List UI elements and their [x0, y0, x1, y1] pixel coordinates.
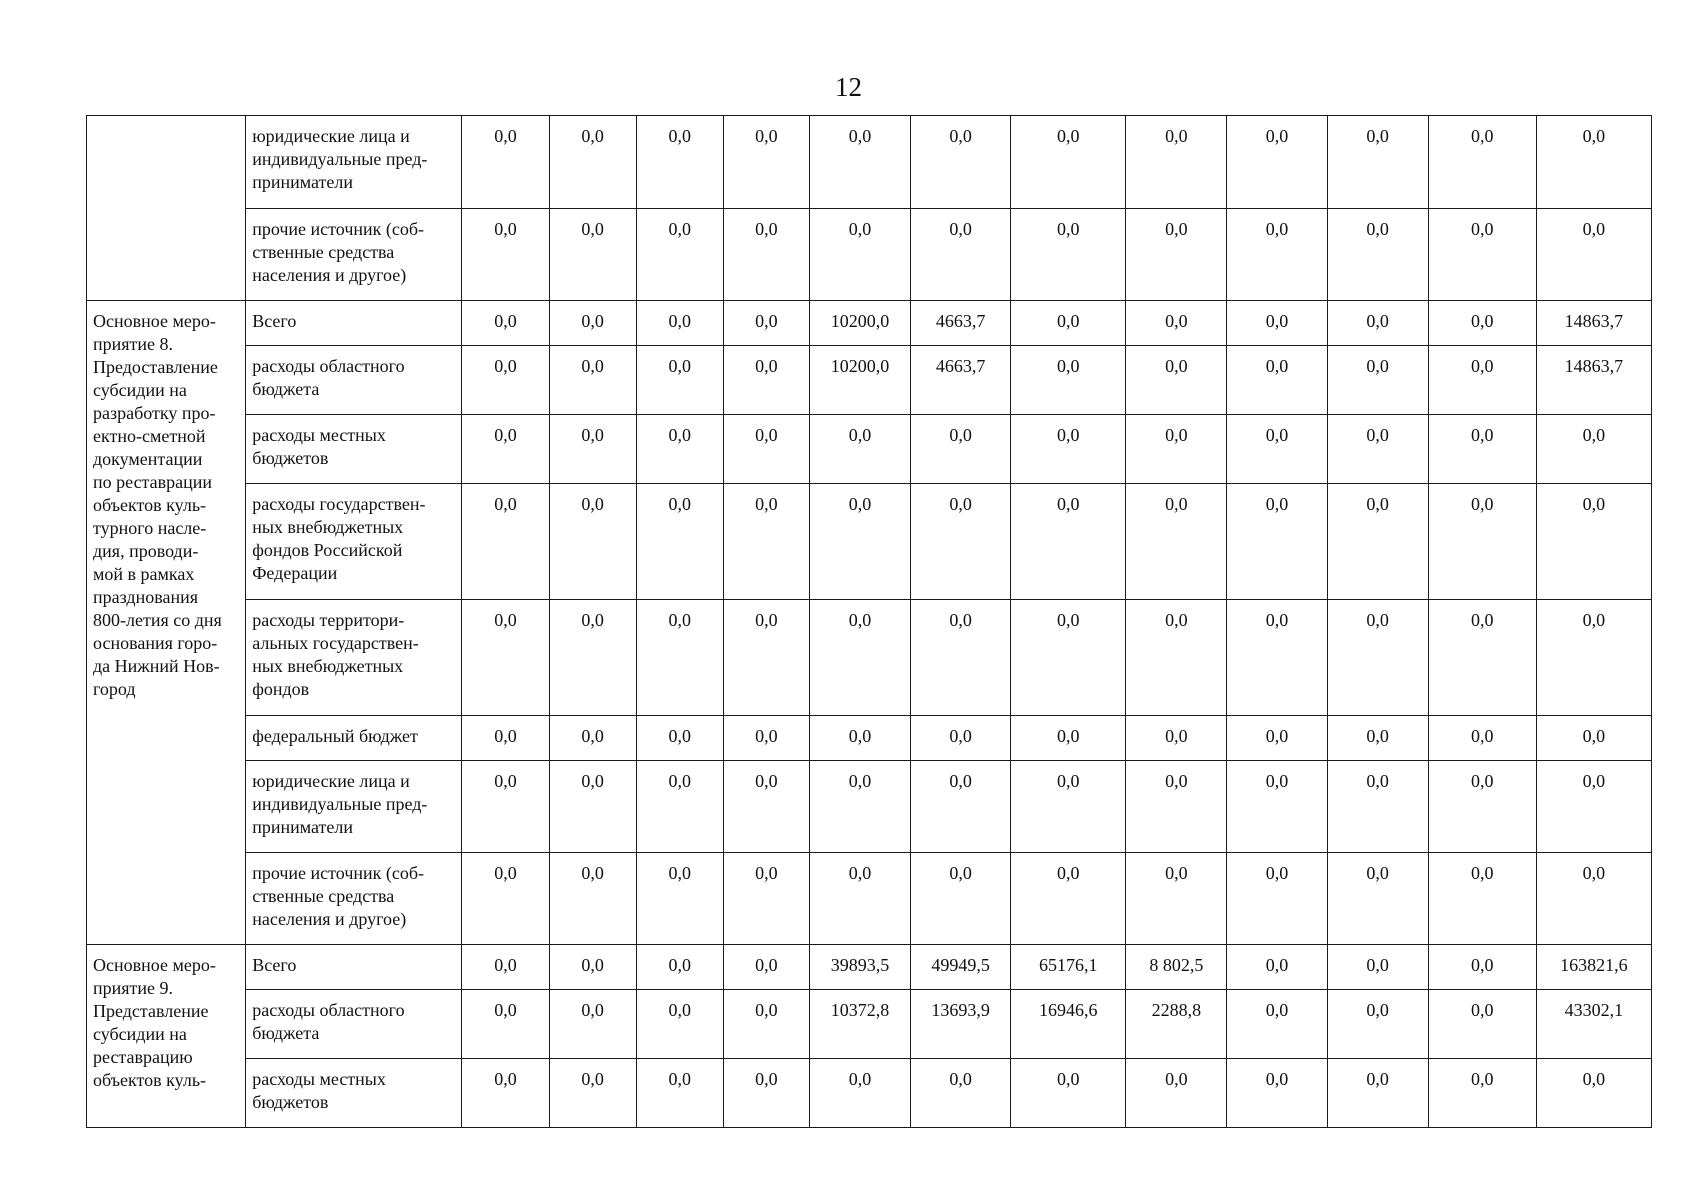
value-cell: 0,0 [723, 1059, 809, 1128]
text-line: прочие источник (соб- [252, 219, 425, 239]
value-cell: 0,0 [723, 484, 809, 600]
value-cell: 10200,0 [809, 346, 910, 415]
value-cell: 0,0 [1227, 716, 1327, 761]
funding-source-cell [246, 346, 462, 415]
value-cell: 0,0 [1327, 209, 1428, 301]
value-cell: 0,0 [1227, 600, 1327, 716]
value-cell: 0,0 [1126, 415, 1227, 484]
text-line: бюджетов [252, 1092, 329, 1112]
value-cell: 0,0 [1227, 484, 1327, 600]
value-cell: 0,0 [809, 116, 910, 209]
text-line: расходы местных [252, 1069, 386, 1089]
text-line: приятие 8. [93, 334, 174, 354]
value-cell: 16946,6 [1011, 990, 1126, 1059]
value-cell: 0,0 [462, 853, 549, 945]
value-cell: 0,0 [1011, 853, 1126, 945]
value-cell: 0,0 [1126, 1059, 1227, 1128]
value-cell: 0,0 [1536, 853, 1651, 945]
table-row [87, 990, 1652, 1059]
value-cell: 0,0 [1227, 761, 1327, 853]
value-cell: 0,0 [1536, 116, 1651, 209]
funding-source-cell [246, 761, 462, 853]
value-cell: 0,0 [1011, 1059, 1126, 1128]
value-cell: 65176,1 [1011, 945, 1126, 990]
value-cell: 0,0 [549, 990, 636, 1059]
value-cell: 0,0 [1327, 600, 1428, 716]
text-line: ных внебюджетных [252, 517, 404, 537]
value-cell: 0,0 [1428, 415, 1536, 484]
table-row [87, 716, 1652, 761]
value-cell: 49949,5 [911, 945, 1011, 990]
funding-source-cell [246, 716, 462, 761]
measure-cell [87, 945, 246, 1128]
value-cell: 0,0 [723, 990, 809, 1059]
value-cell: 0,0 [723, 600, 809, 716]
value-cell: 14863,7 [1536, 301, 1651, 346]
table-row [87, 346, 1652, 415]
value-cell: 0,0 [636, 209, 723, 301]
text-line: реставрацию [93, 1047, 193, 1067]
text-line: расходы областного [252, 1000, 405, 1020]
value-cell: 0,0 [723, 415, 809, 484]
value-cell: 10372,8 [809, 990, 910, 1059]
table-row [87, 600, 1652, 716]
table-row [87, 761, 1652, 853]
value-cell: 0,0 [723, 346, 809, 415]
value-cell: 0,0 [549, 1059, 636, 1128]
value-cell: 0,0 [462, 484, 549, 600]
text-line: приниматели [252, 172, 353, 192]
funding-table [86, 115, 1652, 1128]
value-cell: 0,0 [1227, 1059, 1327, 1128]
text-line: дия, проводи- [93, 541, 199, 561]
value-cell: 0,0 [636, 945, 723, 990]
value-cell: 0,0 [1227, 415, 1327, 484]
value-cell: 8 802,5 [1126, 945, 1227, 990]
value-cell: 0,0 [1126, 346, 1227, 415]
value-cell: 0,0 [1327, 415, 1428, 484]
funding-source-cell [246, 209, 462, 301]
funding-source-cell [246, 301, 462, 346]
value-cell: 2288,8 [1126, 990, 1227, 1059]
table-row [87, 415, 1652, 484]
text-line: Федерации [252, 563, 338, 583]
value-cell: 0,0 [1126, 209, 1227, 301]
value-cell: 0,0 [1227, 990, 1327, 1059]
value-cell: 0,0 [809, 600, 910, 716]
text-line: населения и другое) [252, 265, 407, 285]
value-cell: 4663,7 [911, 346, 1011, 415]
value-cell: 0,0 [809, 1059, 910, 1128]
value-cell: 0,0 [1536, 761, 1651, 853]
value-cell: 0,0 [549, 853, 636, 945]
value-cell: 0,0 [462, 209, 549, 301]
value-cell: 0,0 [723, 116, 809, 209]
value-cell: 0,0 [911, 484, 1011, 600]
value-cell: 0,0 [1536, 600, 1651, 716]
text-line: прочие источник (соб- [252, 863, 425, 883]
text-line: празднования [93, 587, 198, 607]
value-cell: 0,0 [1327, 945, 1428, 990]
value-cell: 0,0 [549, 716, 636, 761]
text-line: Основное меро- [93, 955, 216, 975]
value-cell: 0,0 [636, 1059, 723, 1128]
value-cell: 0,0 [462, 761, 549, 853]
text-line: бюджета [252, 379, 320, 399]
measure-cell [87, 301, 246, 945]
text-line: Всего [252, 955, 297, 975]
value-cell: 0,0 [1011, 415, 1126, 484]
value-cell: 0,0 [1011, 116, 1126, 209]
value-cell: 0,0 [723, 716, 809, 761]
value-cell: 4663,7 [911, 301, 1011, 346]
text-line: приниматели [252, 817, 353, 837]
text-line: расходы государствен- [252, 494, 426, 514]
text-line: индивидуальные пред- [252, 149, 428, 169]
value-cell: 0,0 [911, 209, 1011, 301]
value-cell: 0,0 [549, 761, 636, 853]
value-cell: 0,0 [1011, 761, 1126, 853]
text-line: расходы территори- [252, 610, 405, 630]
funding-source-cell [246, 853, 462, 945]
table-row [87, 945, 1652, 990]
value-cell: 0,0 [462, 716, 549, 761]
table-row [87, 209, 1652, 301]
text-line: ных внебюджетных [252, 656, 404, 676]
value-cell: 0,0 [1327, 346, 1428, 415]
value-cell: 0,0 [1428, 853, 1536, 945]
value-cell: 0,0 [809, 761, 910, 853]
value-cell: 0,0 [723, 301, 809, 346]
value-cell: 0,0 [1227, 853, 1327, 945]
value-cell: 0,0 [1428, 945, 1536, 990]
value-cell: 0,0 [911, 853, 1011, 945]
value-cell: 0,0 [549, 600, 636, 716]
value-cell: 0,0 [636, 415, 723, 484]
text-line: 800-летия со дня [93, 610, 222, 630]
value-cell: 0,0 [1011, 716, 1126, 761]
text-line: бюджета [252, 1023, 320, 1043]
value-cell: 0,0 [809, 716, 910, 761]
value-cell: 13693,9 [911, 990, 1011, 1059]
funding-source-cell [246, 1059, 462, 1128]
funding-source-cell [246, 990, 462, 1059]
value-cell: 0,0 [1536, 484, 1651, 600]
text-line: разработку про- [93, 403, 216, 423]
value-cell: 0,0 [809, 853, 910, 945]
value-cell: 0,0 [462, 600, 549, 716]
text-line: ектно-сметной [93, 426, 206, 446]
value-cell: 0,0 [809, 415, 910, 484]
value-cell: 0,0 [1327, 1059, 1428, 1128]
value-cell: 0,0 [911, 1059, 1011, 1128]
value-cell: 10200,0 [809, 301, 910, 346]
value-cell: 0,0 [1327, 716, 1428, 761]
value-cell: 0,0 [636, 761, 723, 853]
measure-cell [87, 116, 246, 301]
text-line: Основное меро- [93, 311, 216, 331]
value-cell: 0,0 [1011, 600, 1126, 716]
value-cell: 0,0 [462, 301, 549, 346]
value-cell: 0,0 [636, 346, 723, 415]
text-line: турного насле- [93, 518, 207, 538]
table-row [87, 484, 1652, 600]
value-cell: 0,0 [1126, 761, 1227, 853]
value-cell: 0,0 [1536, 209, 1651, 301]
value-cell: 0,0 [723, 209, 809, 301]
funding-source-cell [246, 116, 462, 209]
text-line: объектов куль- [93, 1070, 207, 1090]
value-cell: 0,0 [636, 301, 723, 346]
value-cell: 0,0 [1428, 116, 1536, 209]
value-cell: 0,0 [636, 990, 723, 1059]
table-row [87, 1059, 1652, 1128]
text-line: Представление [93, 1001, 209, 1021]
value-cell: 0,0 [1011, 209, 1126, 301]
value-cell: 0,0 [1428, 301, 1536, 346]
text-line: расходы областного [252, 356, 405, 376]
text-line: приятие 9. [93, 978, 174, 998]
value-cell: 0,0 [636, 484, 723, 600]
value-cell: 0,0 [1126, 301, 1227, 346]
text-line: субсидии на [93, 380, 187, 400]
value-cell: 0,0 [462, 1059, 549, 1128]
page-number: 12 [835, 72, 862, 102]
text-line: населения и другое) [252, 909, 407, 929]
value-cell: 0,0 [1428, 990, 1536, 1059]
funding-source-cell [246, 945, 462, 990]
value-cell: 0,0 [462, 116, 549, 209]
value-cell: 0,0 [911, 761, 1011, 853]
value-cell: 0,0 [462, 990, 549, 1059]
value-cell: 0,0 [1428, 484, 1536, 600]
value-cell: 0,0 [636, 853, 723, 945]
value-cell: 0,0 [549, 346, 636, 415]
value-cell: 0,0 [1227, 116, 1327, 209]
value-cell: 0,0 [911, 716, 1011, 761]
value-cell: 0,0 [911, 415, 1011, 484]
value-cell: 0,0 [809, 209, 910, 301]
text-line: фондов [252, 679, 310, 699]
value-cell: 14863,7 [1536, 346, 1651, 415]
value-cell: 0,0 [1011, 301, 1126, 346]
text-line: юридические лица и [252, 771, 410, 791]
value-cell: 0,0 [809, 484, 910, 600]
text-line: Всего [252, 311, 297, 331]
funding-source-cell [246, 484, 462, 600]
value-cell: 0,0 [911, 116, 1011, 209]
text-line: юридические лица и [252, 126, 410, 146]
text-line: ственные средства [252, 886, 395, 906]
value-cell: 0,0 [549, 301, 636, 346]
value-cell: 0,0 [1327, 761, 1428, 853]
value-cell: 0,0 [1126, 716, 1227, 761]
value-cell: 0,0 [1011, 484, 1126, 600]
value-cell: 0,0 [1327, 853, 1428, 945]
text-line: фондов Российской [252, 540, 403, 560]
value-cell: 0,0 [462, 415, 549, 484]
value-cell: 0,0 [1536, 716, 1651, 761]
text-line: да Нижний Нов- [93, 656, 220, 676]
value-cell: 0,0 [1227, 346, 1327, 415]
value-cell: 0,0 [1327, 301, 1428, 346]
text-line: Предоставление [93, 357, 218, 377]
text-line: индивидуальные пред- [252, 794, 428, 814]
text-line: альных государствен- [252, 633, 419, 653]
value-cell: 0,0 [1126, 484, 1227, 600]
value-cell: 0,0 [1126, 600, 1227, 716]
value-cell: 0,0 [723, 945, 809, 990]
text-line: ственные средства [252, 242, 395, 262]
value-cell: 0,0 [1536, 1059, 1651, 1128]
text-line: по реставрации [93, 472, 213, 492]
value-cell: 0,0 [549, 116, 636, 209]
text-line: федеральный бюджет [252, 726, 418, 746]
value-cell: 0,0 [1227, 209, 1327, 301]
value-cell: 0,0 [723, 853, 809, 945]
value-cell: 0,0 [1011, 346, 1126, 415]
value-cell: 0,0 [549, 209, 636, 301]
value-cell: 0,0 [636, 116, 723, 209]
text-line: расходы местных [252, 425, 386, 445]
value-cell: 0,0 [462, 346, 549, 415]
value-cell: 0,0 [462, 945, 549, 990]
value-cell: 0,0 [549, 484, 636, 600]
value-cell: 0,0 [636, 716, 723, 761]
value-cell: 43302,1 [1536, 990, 1651, 1059]
text-line: город [93, 679, 136, 699]
funding-source-cell [246, 415, 462, 484]
value-cell: 0,0 [1428, 1059, 1536, 1128]
value-cell: 0,0 [911, 600, 1011, 716]
text-line: основания горо- [93, 633, 218, 653]
value-cell: 0,0 [1428, 346, 1536, 415]
text-line: объектов куль- [93, 495, 207, 515]
value-cell: 0,0 [1327, 990, 1428, 1059]
table-row [87, 853, 1652, 945]
text-line: документации [93, 449, 203, 469]
value-cell: 0,0 [1327, 116, 1428, 209]
table-row [87, 116, 1652, 209]
value-cell: 0,0 [1227, 301, 1327, 346]
value-cell: 0,0 [1126, 853, 1227, 945]
value-cell: 0,0 [1227, 945, 1327, 990]
value-cell: 0,0 [1536, 415, 1651, 484]
value-cell: 0,0 [549, 945, 636, 990]
value-cell: 0,0 [1428, 761, 1536, 853]
value-cell: 0,0 [1428, 716, 1536, 761]
value-cell: 0,0 [1327, 484, 1428, 600]
text-line: субсидии на [93, 1024, 187, 1044]
text-line: мой в рамках [93, 564, 195, 584]
value-cell: 0,0 [1428, 600, 1536, 716]
value-cell: 0,0 [636, 600, 723, 716]
value-cell: 0,0 [723, 761, 809, 853]
value-cell: 0,0 [549, 415, 636, 484]
value-cell: 163821,6 [1536, 945, 1651, 990]
text-line: бюджетов [252, 448, 329, 468]
table-row [87, 301, 1652, 346]
value-cell: 0,0 [1126, 116, 1227, 209]
value-cell: 39893,5 [809, 945, 910, 990]
funding-source-cell [246, 600, 462, 716]
value-cell: 0,0 [1428, 209, 1536, 301]
table-body [87, 116, 1652, 1128]
